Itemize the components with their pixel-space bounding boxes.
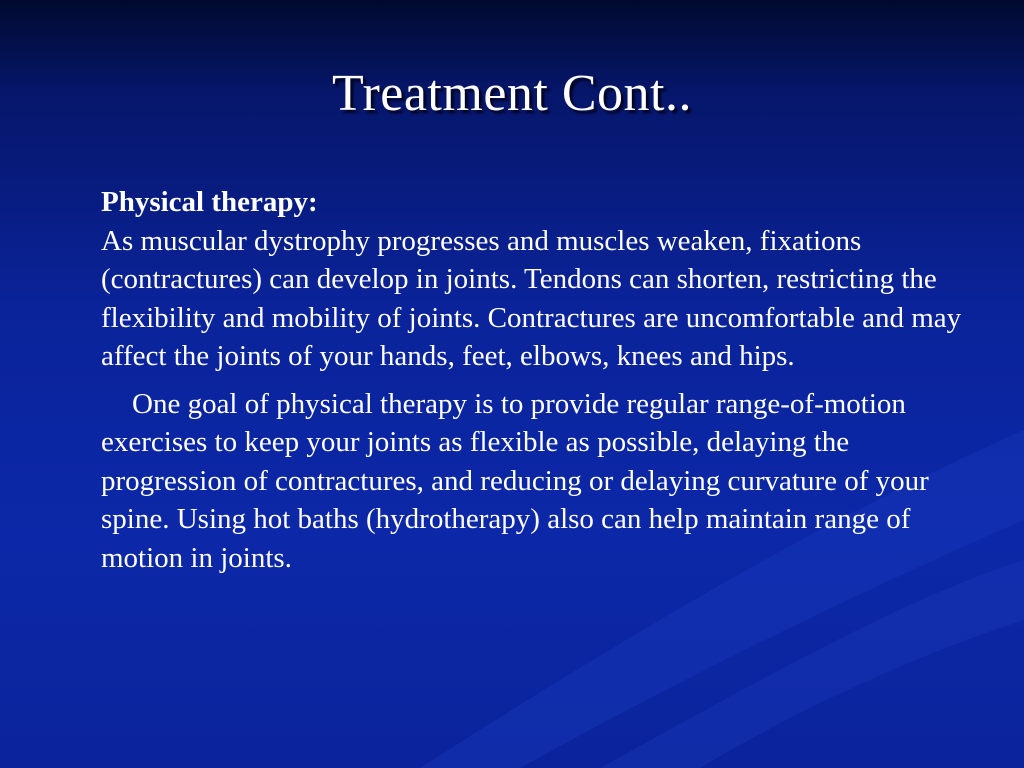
paragraph-physical-therapy bbox=[101, 183, 981, 376]
slide-body bbox=[101, 183, 981, 577]
slide-title: Treatment Cont.. bbox=[332, 65, 692, 122]
paragraph-2-text: One goal of physical therapy is to provide regular range-of-motion exercises to keep your joints as flexible as possible, delaying the progression of contractures, and reducing or delaying curvature of your spine. Using hot baths (hydrotherapy) also can help maintain range of motion in joints. bbox=[101, 387, 929, 574]
paragraph-1-text: As muscular dystrophy progresses and muscles weaken, fixations (contractures) can develop in joints. Tendons can shorten, restricting the flexibility and mobility of joints. Contractures are uncomfortable and may affect the joints of your hands, feet, elbows, knees and hips. bbox=[101, 224, 962, 372]
section-heading: Physical therapy: bbox=[101, 186, 318, 218]
